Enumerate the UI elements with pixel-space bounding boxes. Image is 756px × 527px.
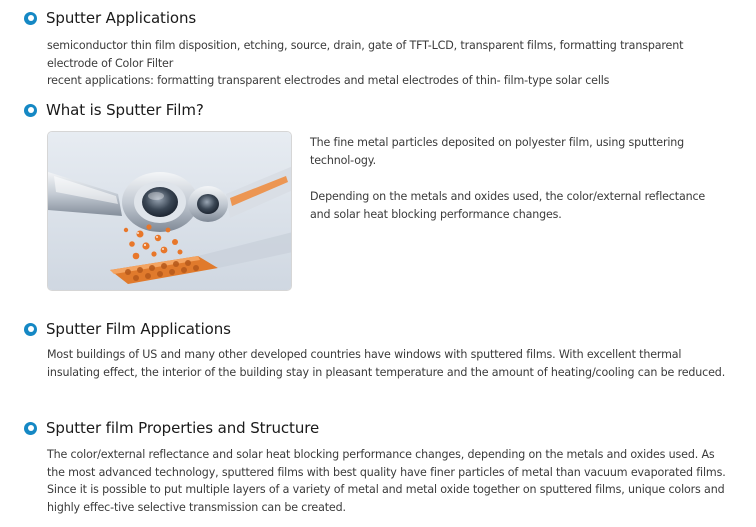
section-title: Sputter Film Applications bbox=[46, 320, 231, 338]
section-title: Sputter Applications bbox=[46, 9, 197, 27]
paragraph: Most buildings of US and many other developed countries have windows with sputtered films. With excellent thermal insulating effect, the interior of the building stay in pleasant temperature and the amount of heating/cooling can be reduced. bbox=[47, 348, 726, 379]
circle-bullet-icon bbox=[24, 12, 37, 25]
paragraph: The fine metal particles deposited on polyester film, using sputtering technol-ogy. bbox=[310, 136, 685, 167]
paragraph: recent applications: formatting transparent electrodes and metal electrodes of thin- film-type solar cells bbox=[47, 74, 610, 87]
section-title: Sputter film Properties and Structure bbox=[46, 419, 320, 437]
paragraph: The color/external reflectance and solar heat blocking performance changes, depending on the metals and oxides used. As the most advanced technology, sputtered films with best quality have finer particles of metal than vacuum evaporated films. Since it is possible to put multiple layers of a variety of metal and metal oxide together on sputtered films, unique colors and highly effec-tive selective transmission can be created. bbox=[47, 448, 726, 514]
section-heading-sputter-applications bbox=[24, 9, 196, 27]
paragraph: semiconductor thin film disposition, etching, source, drain, gate of TFT-LCD, transparent films, formatting transparent electrode of Color Filter bbox=[47, 39, 684, 70]
circle-bullet-icon bbox=[24, 422, 37, 435]
section-body-sputter-film-applications bbox=[47, 346, 727, 381]
paragraph: Depending on the metals and oxides used, the color/external reflectance and solar heat blocking performance changes. bbox=[310, 190, 706, 221]
section-body-what-is-sputter-film bbox=[310, 134, 725, 242]
section-heading-sputter-film-applications bbox=[24, 320, 231, 338]
section-heading-properties-and-structure bbox=[24, 419, 319, 437]
section-title: What is Sputter Film? bbox=[46, 101, 204, 119]
section-heading-what-is-sputter-film bbox=[24, 101, 204, 119]
circle-bullet-icon bbox=[24, 104, 37, 117]
section-body-properties-and-structure bbox=[47, 446, 733, 516]
circle-bullet-icon bbox=[24, 323, 37, 336]
section-body-sputter-applications bbox=[47, 37, 737, 90]
sputtering-illustration bbox=[47, 131, 292, 291]
